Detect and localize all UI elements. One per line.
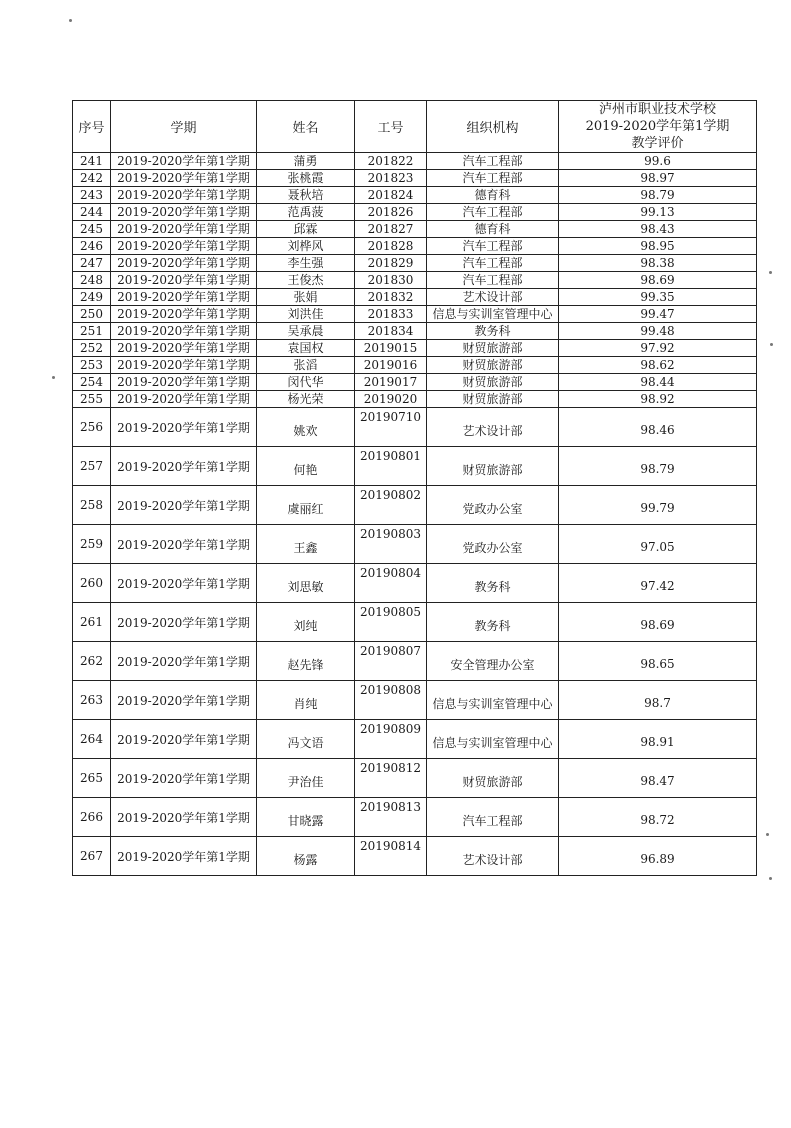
cell-name: 刘洪佳 (257, 306, 355, 323)
cell-org: 信息与实训室管理中心 (427, 306, 559, 323)
cell-seq: 255 (73, 391, 111, 408)
cell-seq: 248 (73, 272, 111, 289)
header-id: 工号 (355, 101, 427, 153)
cell-term: 2019-2020学年第1学期 (111, 221, 257, 238)
cell-org: 教务科 (427, 564, 559, 603)
cell-score: 98.46 (559, 408, 757, 447)
cell-score: 97.92 (559, 340, 757, 357)
cell-score: 97.42 (559, 564, 757, 603)
cell-id: 20190805 (355, 603, 427, 642)
cell-org: 汽车工程部 (427, 204, 559, 221)
cell-org: 汽车工程部 (427, 272, 559, 289)
cell-term: 2019-2020学年第1学期 (111, 340, 257, 357)
cell-name: 甘晓露 (257, 798, 355, 837)
cell-term: 2019-2020学年第1学期 (111, 525, 257, 564)
cell-seq: 262 (73, 642, 111, 681)
cell-term: 2019-2020学年第1学期 (111, 447, 257, 486)
cell-term: 2019-2020学年第1学期 (111, 720, 257, 759)
cell-term: 2019-2020学年第1学期 (111, 564, 257, 603)
cell-name: 聂秋培 (257, 187, 355, 204)
table-row (73, 564, 757, 603)
cell-term: 2019-2020学年第1学期 (111, 837, 257, 876)
cell-id: 201828 (355, 238, 427, 255)
table-row (73, 391, 757, 408)
cell-seq: 253 (73, 357, 111, 374)
cell-name: 虞丽红 (257, 486, 355, 525)
cell-seq: 244 (73, 204, 111, 221)
cell-term: 2019-2020学年第1学期 (111, 238, 257, 255)
cell-name: 李生强 (257, 255, 355, 272)
cell-id: 201824 (355, 187, 427, 204)
cell-org: 汽车工程部 (427, 798, 559, 837)
cell-name: 范禹菠 (257, 204, 355, 221)
cell-seq: 250 (73, 306, 111, 323)
table-row (73, 798, 757, 837)
cell-org: 教务科 (427, 603, 559, 642)
table-row (73, 289, 757, 306)
cell-id: 20190809 (355, 720, 427, 759)
cell-id: 20190808 (355, 681, 427, 720)
cell-score: 99.35 (559, 289, 757, 306)
table-row (73, 374, 757, 391)
cell-org: 德育科 (427, 221, 559, 238)
cell-term: 2019-2020学年第1学期 (111, 272, 257, 289)
cell-term: 2019-2020学年第1学期 (111, 486, 257, 525)
cell-score: 97.05 (559, 525, 757, 564)
cell-id: 20190807 (355, 642, 427, 681)
cell-id: 201832 (355, 289, 427, 306)
cell-term: 2019-2020学年第1学期 (111, 255, 257, 272)
cell-org: 信息与实训室管理中心 (427, 681, 559, 720)
table-row (73, 153, 757, 170)
cell-term: 2019-2020学年第1学期 (111, 170, 257, 187)
cell-term: 2019-2020学年第1学期 (111, 759, 257, 798)
cell-seq: 243 (73, 187, 111, 204)
cell-name: 张滔 (257, 357, 355, 374)
cell-org: 党政办公室 (427, 486, 559, 525)
cell-org: 艺术设计部 (427, 837, 559, 876)
cell-name: 袁国权 (257, 340, 355, 357)
table-row (73, 272, 757, 289)
cell-seq: 246 (73, 238, 111, 255)
cell-score: 98.43 (559, 221, 757, 238)
header-name: 姓名 (257, 101, 355, 153)
cell-name: 刘桦风 (257, 238, 355, 255)
table-row (73, 837, 757, 876)
cell-seq: 265 (73, 759, 111, 798)
scan-speck (766, 833, 769, 836)
cell-org: 教务科 (427, 323, 559, 340)
cell-id: 201830 (355, 272, 427, 289)
cell-name: 杨露 (257, 837, 355, 876)
cell-seq: 241 (73, 153, 111, 170)
table-row (73, 447, 757, 486)
header-seq: 序号 (73, 101, 111, 153)
header-org: 组织机构 (427, 101, 559, 153)
cell-id: 201833 (355, 306, 427, 323)
cell-seq: 252 (73, 340, 111, 357)
header-term: 学期 (111, 101, 257, 153)
cell-org: 财贸旅游部 (427, 759, 559, 798)
cell-org: 财贸旅游部 (427, 447, 559, 486)
table-row (73, 323, 757, 340)
cell-org: 财贸旅游部 (427, 391, 559, 408)
cell-term: 2019-2020学年第1学期 (111, 289, 257, 306)
table-row (73, 255, 757, 272)
table-row (73, 642, 757, 681)
cell-id: 20190801 (355, 447, 427, 486)
cell-score: 98.62 (559, 357, 757, 374)
cell-score: 98.69 (559, 603, 757, 642)
cell-score: 98.97 (559, 170, 757, 187)
cell-seq: 249 (73, 289, 111, 306)
cell-term: 2019-2020学年第1学期 (111, 391, 257, 408)
cell-seq: 258 (73, 486, 111, 525)
scan-speck (769, 271, 772, 274)
cell-score: 98.91 (559, 720, 757, 759)
cell-score: 98.79 (559, 447, 757, 486)
cell-id: 201826 (355, 204, 427, 221)
cell-id: 20190802 (355, 486, 427, 525)
cell-org: 安全管理办公室 (427, 642, 559, 681)
table-row (73, 221, 757, 238)
table-row (73, 340, 757, 357)
cell-org: 财贸旅游部 (427, 340, 559, 357)
header-score (559, 101, 757, 153)
cell-seq: 259 (73, 525, 111, 564)
header-score-line: 2019-2020学年第1学期 (585, 119, 730, 134)
cell-org: 财贸旅游部 (427, 374, 559, 391)
cell-term: 2019-2020学年第1学期 (111, 603, 257, 642)
table-row (73, 759, 757, 798)
cell-name: 闵代华 (257, 374, 355, 391)
cell-score: 98.95 (559, 238, 757, 255)
cell-org: 艺术设计部 (427, 289, 559, 306)
cell-id: 20190814 (355, 837, 427, 876)
cell-id: 2019015 (355, 340, 427, 357)
cell-seq: 260 (73, 564, 111, 603)
table-body (73, 153, 757, 876)
cell-seq: 242 (73, 170, 111, 187)
cell-term: 2019-2020学年第1学期 (111, 374, 257, 391)
table-row (73, 486, 757, 525)
cell-name: 吴承晨 (257, 323, 355, 340)
cell-org: 汽车工程部 (427, 255, 559, 272)
cell-id: 201823 (355, 170, 427, 187)
cell-name: 姚欢 (257, 408, 355, 447)
cell-org: 汽车工程部 (427, 153, 559, 170)
cell-id: 201829 (355, 255, 427, 272)
cell-name: 刘思敏 (257, 564, 355, 603)
cell-name: 张娟 (257, 289, 355, 306)
cell-id: 201834 (355, 323, 427, 340)
scan-speck (769, 877, 772, 880)
cell-score: 98.7 (559, 681, 757, 720)
cell-score: 99.47 (559, 306, 757, 323)
cell-seq: 267 (73, 837, 111, 876)
cell-org: 财贸旅游部 (427, 357, 559, 374)
cell-term: 2019-2020学年第1学期 (111, 306, 257, 323)
table-row (73, 525, 757, 564)
table-row (73, 603, 757, 642)
cell-score: 98.69 (559, 272, 757, 289)
cell-name: 赵先锋 (257, 642, 355, 681)
cell-term: 2019-2020学年第1学期 (111, 798, 257, 837)
cell-id: 20190804 (355, 564, 427, 603)
table-row (73, 357, 757, 374)
cell-id: 20190813 (355, 798, 427, 837)
cell-seq: 261 (73, 603, 111, 642)
cell-org: 德育科 (427, 187, 559, 204)
table-row (73, 408, 757, 447)
table-row (73, 187, 757, 204)
cell-name: 肖纯 (257, 681, 355, 720)
table-row (73, 306, 757, 323)
cell-seq: 263 (73, 681, 111, 720)
cell-org: 艺术设计部 (427, 408, 559, 447)
cell-name: 邱霖 (257, 221, 355, 238)
scan-speck (69, 19, 72, 22)
cell-name: 张桃霞 (257, 170, 355, 187)
cell-id: 2019016 (355, 357, 427, 374)
table-row (73, 720, 757, 759)
cell-term: 2019-2020学年第1学期 (111, 642, 257, 681)
cell-score: 99.13 (559, 204, 757, 221)
cell-name: 冯文语 (257, 720, 355, 759)
cell-name: 刘纯 (257, 603, 355, 642)
cell-org: 党政办公室 (427, 525, 559, 564)
cell-seq: 257 (73, 447, 111, 486)
cell-seq: 266 (73, 798, 111, 837)
cell-score: 99.48 (559, 323, 757, 340)
cell-score: 98.79 (559, 187, 757, 204)
cell-name: 王鑫 (257, 525, 355, 564)
table-row (73, 170, 757, 187)
cell-term: 2019-2020学年第1学期 (111, 187, 257, 204)
cell-seq: 264 (73, 720, 111, 759)
scan-speck (770, 343, 773, 346)
cell-term: 2019-2020学年第1学期 (111, 323, 257, 340)
cell-id: 20190710 (355, 408, 427, 447)
cell-term: 2019-2020学年第1学期 (111, 153, 257, 170)
cell-score: 96.89 (559, 837, 757, 876)
cell-seq: 254 (73, 374, 111, 391)
cell-org: 信息与实训室管理中心 (427, 720, 559, 759)
cell-score: 98.65 (559, 642, 757, 681)
cell-seq: 247 (73, 255, 111, 272)
header-row (73, 101, 757, 153)
table-row (73, 681, 757, 720)
cell-name: 王俊杰 (257, 272, 355, 289)
cell-org: 汽车工程部 (427, 170, 559, 187)
cell-name: 蒲勇 (257, 153, 355, 170)
header-score-line: 泸州市职业技术学校 (598, 102, 716, 117)
cell-id: 2019017 (355, 374, 427, 391)
table-row (73, 204, 757, 221)
cell-id: 2019020 (355, 391, 427, 408)
cell-id: 201822 (355, 153, 427, 170)
scan-speck (52, 376, 55, 379)
cell-score: 98.44 (559, 374, 757, 391)
cell-term: 2019-2020学年第1学期 (111, 204, 257, 221)
cell-score: 98.47 (559, 759, 757, 798)
cell-id: 20190803 (355, 525, 427, 564)
cell-id: 201827 (355, 221, 427, 238)
cell-name: 何艳 (257, 447, 355, 486)
cell-seq: 256 (73, 408, 111, 447)
cell-term: 2019-2020学年第1学期 (111, 408, 257, 447)
cell-name: 杨光荣 (257, 391, 355, 408)
cell-seq: 251 (73, 323, 111, 340)
cell-score: 98.38 (559, 255, 757, 272)
cell-org: 汽车工程部 (427, 238, 559, 255)
cell-score: 99.6 (559, 153, 757, 170)
evaluation-table (72, 100, 757, 876)
table-row (73, 238, 757, 255)
cell-score: 98.72 (559, 798, 757, 837)
cell-term: 2019-2020学年第1学期 (111, 357, 257, 374)
cell-seq: 245 (73, 221, 111, 238)
cell-term: 2019-2020学年第1学期 (111, 681, 257, 720)
cell-id: 20190812 (355, 759, 427, 798)
header-score-line: 教学评价 (631, 136, 684, 151)
cell-score: 98.92 (559, 391, 757, 408)
cell-score: 99.79 (559, 486, 757, 525)
cell-name: 尹治佳 (257, 759, 355, 798)
